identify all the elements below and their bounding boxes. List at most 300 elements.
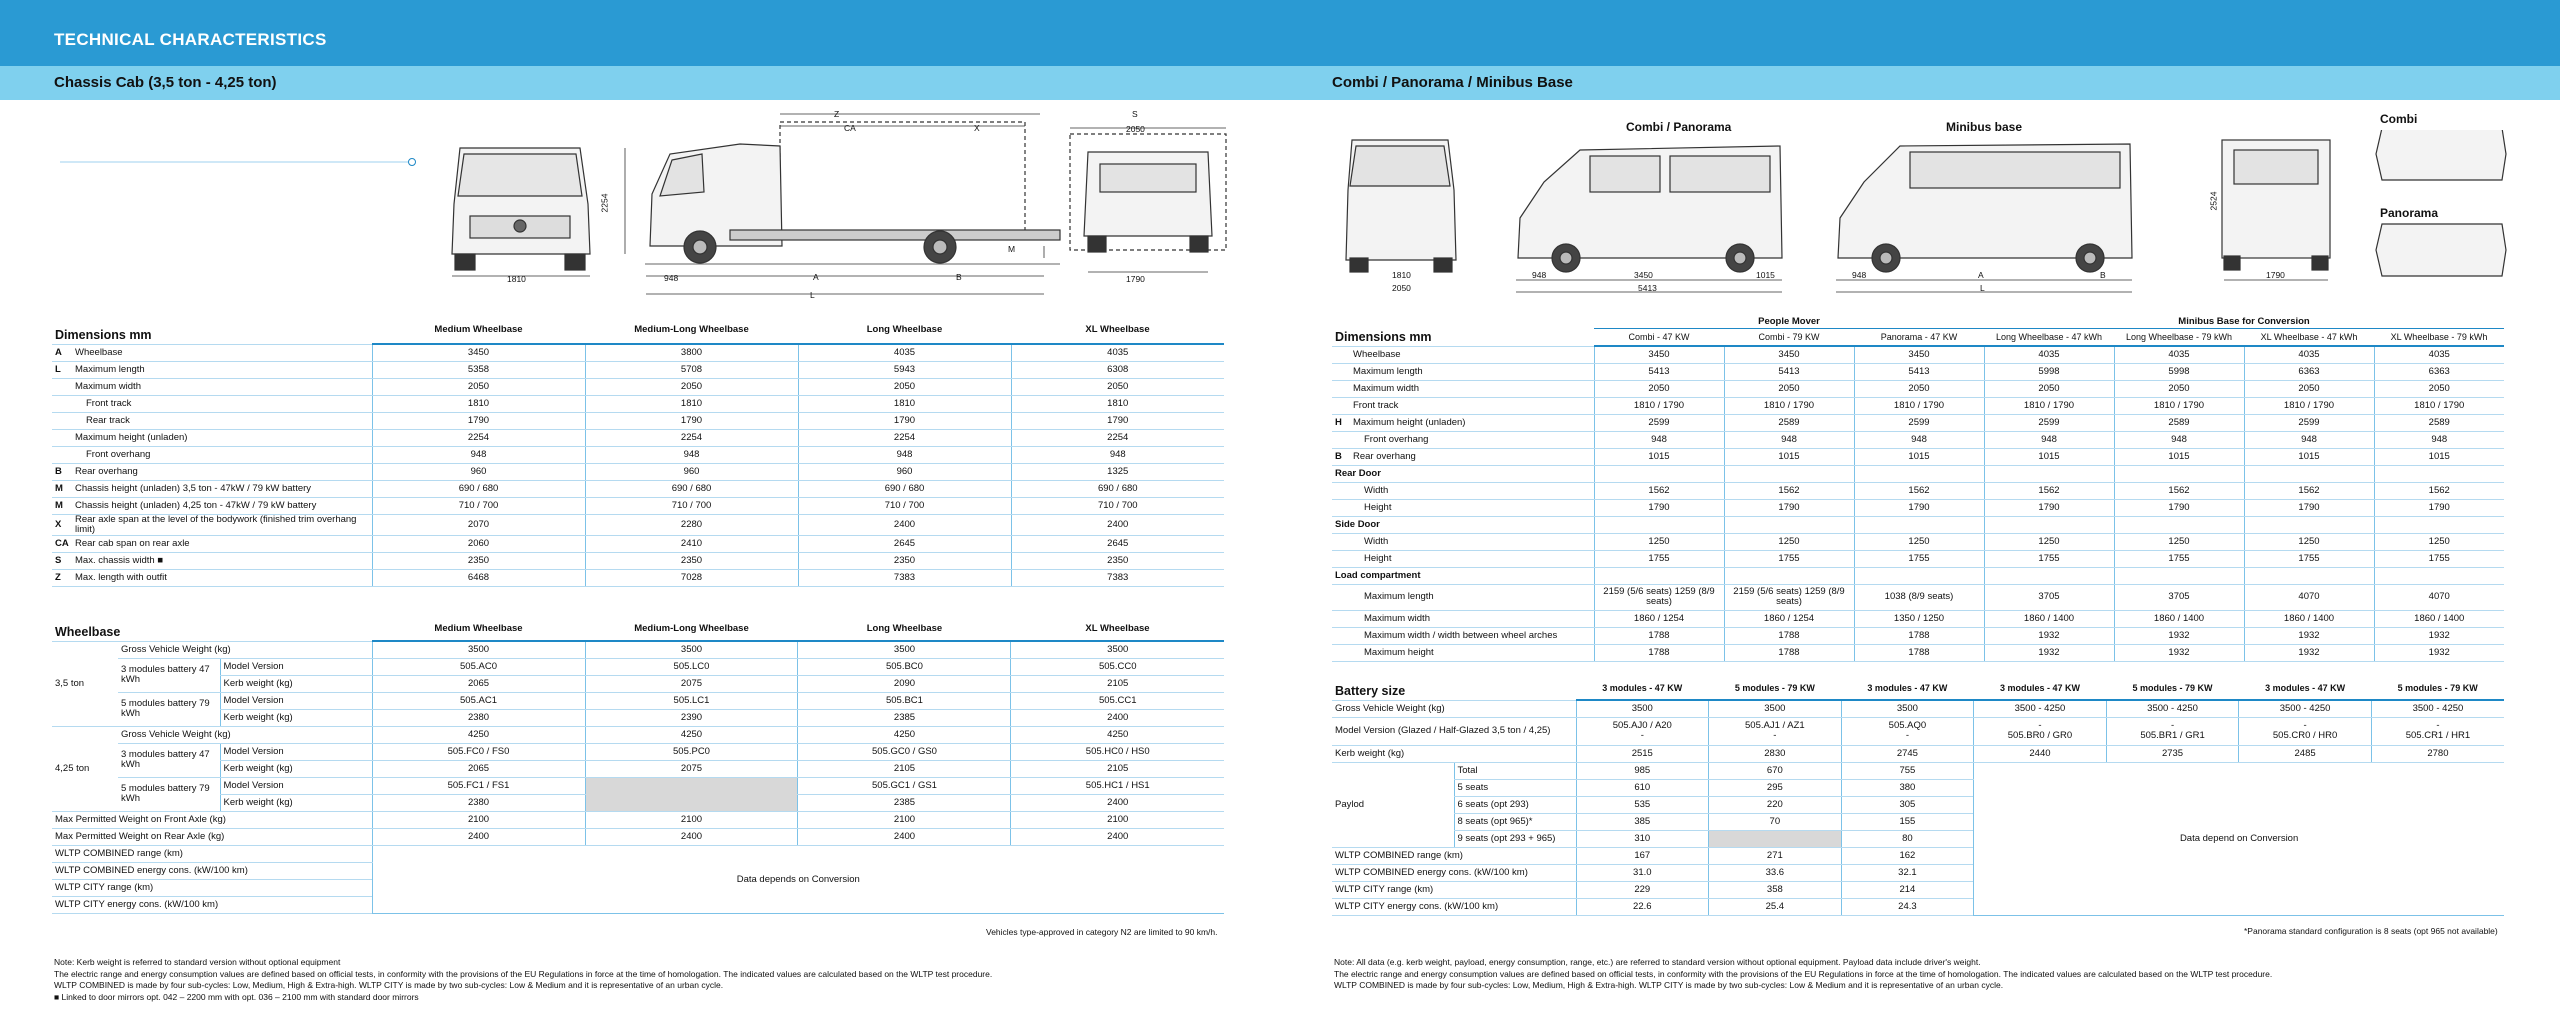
dim-rear-width: 2050 bbox=[1126, 124, 1145, 134]
note-line: ■ Linked to door mirrors opt. 042 – 2200 mm with opt. 036 – 2100 mm with standard door mirrors bbox=[54, 991, 419, 1002]
payload-label: Paylod bbox=[1332, 762, 1454, 847]
col-header: XL Wheelbase - 79 kWh bbox=[2374, 328, 2504, 346]
cell: 505.CC1 bbox=[1011, 692, 1224, 709]
cell bbox=[2114, 465, 2244, 482]
cell: 948 bbox=[798, 446, 1011, 463]
drawing-title: Minibus base bbox=[1946, 120, 2023, 134]
table-row bbox=[52, 535, 1224, 552]
cell: 24.3 bbox=[1841, 898, 1974, 915]
cell bbox=[1724, 567, 1854, 584]
row-label: WLTP COMBINED range (km) bbox=[52, 845, 372, 862]
cell: 1015 bbox=[2244, 448, 2374, 465]
rear-view bbox=[1070, 128, 1226, 272]
table-row bbox=[52, 845, 1224, 862]
dim-front-overhang: 948 bbox=[664, 273, 679, 283]
cell: 505.AC1 bbox=[372, 692, 585, 709]
cell: 2050 bbox=[1984, 380, 2114, 397]
cell: 1562 bbox=[1984, 482, 2114, 499]
row-label: Kerb weight (kg) bbox=[220, 760, 372, 777]
table-row bbox=[1332, 363, 2504, 380]
cell: 2440 bbox=[1974, 745, 2107, 762]
cell: 1810 / 1790 bbox=[1724, 397, 1854, 414]
cell: 220 bbox=[1709, 796, 1842, 813]
table-row bbox=[1332, 644, 2504, 661]
cell: 2745 bbox=[1841, 745, 1974, 762]
table-row bbox=[1332, 380, 2504, 397]
row-label: 6 seats (opt 293) bbox=[1454, 796, 1576, 813]
cell: 4035 bbox=[2114, 346, 2244, 363]
cell: 3500 - 4250 bbox=[2371, 700, 2504, 717]
cell: 1788 bbox=[1854, 627, 1984, 644]
cell bbox=[2371, 717, 2504, 745]
col-header: Long Wheelbase - 79 kWh bbox=[2114, 328, 2244, 346]
row-key bbox=[52, 412, 72, 429]
cell: 1755 bbox=[1594, 550, 1724, 567]
cell: 670 bbox=[1709, 762, 1842, 779]
row-label: Max. length with outfit bbox=[72, 569, 372, 586]
cell: 1250 bbox=[2374, 533, 2504, 550]
row-label: Max Permitted Weight on Front Axle (kg) bbox=[52, 811, 372, 828]
dim-label: 5413 bbox=[1638, 283, 1657, 293]
cell: 4250 bbox=[585, 726, 798, 743]
cell: 5413 bbox=[1854, 363, 1984, 380]
cell: 4035 bbox=[798, 344, 1011, 361]
col-header: 3 modules - 47 KW bbox=[1576, 676, 1709, 700]
row-label: Side Door bbox=[1332, 516, 1594, 533]
cell: 1932 bbox=[2244, 644, 2374, 661]
cell: 4070 bbox=[2374, 584, 2504, 610]
cell: 1790 bbox=[1011, 412, 1224, 429]
cell: 1755 bbox=[1984, 550, 2114, 567]
cell: 5413 bbox=[1724, 363, 1854, 380]
cell: 2350 bbox=[1011, 552, 1224, 569]
dim-s: S bbox=[1132, 109, 1138, 119]
cell: 2065 bbox=[372, 760, 585, 777]
cell: 2485 bbox=[2239, 745, 2372, 762]
cell: 1562 bbox=[1854, 482, 1984, 499]
cell: 710 / 700 bbox=[585, 497, 798, 514]
cell bbox=[2239, 717, 2372, 745]
table-row bbox=[1332, 397, 2504, 414]
cell bbox=[1974, 717, 2107, 745]
cell: 3800 bbox=[585, 344, 798, 361]
right-section-title: Combi / Panorama / Minibus Base bbox=[1332, 74, 1573, 91]
cell: 2830 bbox=[1709, 745, 1842, 762]
row-label: Kerb weight (kg) bbox=[1332, 745, 1576, 762]
dim-label: 3450 bbox=[1634, 270, 1653, 280]
row-key bbox=[52, 429, 72, 446]
cell: 1755 bbox=[2244, 550, 2374, 567]
cell: 2050 bbox=[2114, 380, 2244, 397]
cell: 2050 bbox=[1011, 378, 1224, 395]
cell: 948 bbox=[2374, 431, 2504, 448]
cell bbox=[1576, 717, 1709, 745]
col-header: 5 modules - 79 KW bbox=[1709, 676, 1842, 700]
row-label: WLTP CITY range (km) bbox=[52, 879, 372, 896]
cell: 2050 bbox=[1854, 380, 1984, 397]
cell: 2385 bbox=[798, 709, 1011, 726]
cell: 3450 bbox=[1594, 346, 1724, 363]
minibus-side-view bbox=[1836, 144, 2132, 292]
cell: 31.0 bbox=[1576, 864, 1709, 881]
table-row bbox=[52, 497, 1224, 514]
cell bbox=[2244, 465, 2374, 482]
cell: 2100 bbox=[1011, 811, 1224, 828]
cell bbox=[1709, 830, 1842, 847]
cell: 2780 bbox=[2371, 745, 2504, 762]
row-key: X bbox=[52, 514, 72, 535]
cell: 1810 bbox=[372, 395, 585, 412]
row-key: CA bbox=[52, 535, 72, 552]
row-label: Load compartment bbox=[1332, 567, 1594, 584]
cell: 2385 bbox=[798, 794, 1011, 811]
dim-label: 2050 bbox=[1392, 283, 1411, 293]
cell: 2100 bbox=[372, 811, 585, 828]
cell: 2075 bbox=[585, 675, 798, 692]
cell: 1932 bbox=[1984, 644, 2114, 661]
cell: 1790 bbox=[2244, 499, 2374, 516]
row-label: Maximum width bbox=[72, 378, 372, 395]
cell: 1790 bbox=[1854, 499, 1984, 516]
cell: 7383 bbox=[798, 569, 1011, 586]
cell: 1755 bbox=[2114, 550, 2244, 567]
col-header: XL Wheelbase - 47 kWh bbox=[2244, 328, 2374, 346]
model-dash: - bbox=[2038, 720, 2042, 731]
table-row bbox=[52, 692, 1224, 709]
row-label: Wheelbase bbox=[72, 344, 372, 361]
side-view bbox=[645, 114, 1060, 264]
cell: 3500 bbox=[798, 641, 1011, 658]
row-label: Maximum width / width between wheel arches bbox=[1350, 627, 1594, 644]
cell: 1250 bbox=[1984, 533, 2114, 550]
cell: 4070 bbox=[2244, 584, 2374, 610]
row-key: S bbox=[52, 552, 72, 569]
cell: 2350 bbox=[798, 552, 1011, 569]
cell: 2280 bbox=[585, 514, 798, 535]
row-label: WLTP CITY energy cons. (kW/100 km) bbox=[52, 896, 372, 913]
title-bar bbox=[0, 0, 2560, 66]
model-version: 505.BR1 / GR1 bbox=[2140, 730, 2205, 741]
dim-label: L bbox=[1980, 283, 1985, 293]
dim-z: Z bbox=[834, 109, 840, 119]
table-row bbox=[1332, 610, 2504, 627]
chassis-cab-drawings bbox=[40, 104, 1240, 304]
cell: 1015 bbox=[1984, 448, 2114, 465]
cell-na bbox=[585, 777, 798, 811]
col-header: Medium Wheelbase bbox=[372, 616, 585, 641]
cell: 1250 bbox=[2244, 533, 2374, 550]
cell bbox=[2374, 465, 2504, 482]
row-label: Maximum width bbox=[1350, 380, 1594, 397]
cell: 2070 bbox=[372, 514, 585, 535]
cell: 4035 bbox=[2374, 346, 2504, 363]
cell: 2515 bbox=[1576, 745, 1709, 762]
row-key bbox=[52, 395, 72, 412]
cell: 2254 bbox=[1011, 429, 1224, 446]
cell bbox=[1709, 717, 1842, 745]
cell: 710 / 700 bbox=[798, 497, 1011, 514]
dim-label: B bbox=[2100, 270, 2106, 280]
cell: 3450 bbox=[1724, 346, 1854, 363]
cell: 1932 bbox=[2114, 644, 2244, 661]
row-label: Maximum height (unladen) bbox=[72, 429, 372, 446]
note-line: Note: Kerb weight is referred to standard version without optional equipment bbox=[54, 957, 341, 967]
cell: 690 / 680 bbox=[1011, 480, 1224, 497]
cell: 167 bbox=[1576, 847, 1709, 864]
cell: 2735 bbox=[2106, 745, 2239, 762]
row-label: Gross Vehicle Weight (kg) bbox=[118, 726, 372, 743]
row-key bbox=[1332, 533, 1350, 550]
row-key: H bbox=[1332, 414, 1350, 431]
table-row bbox=[1332, 414, 2504, 431]
dims-title: Dimensions mm bbox=[52, 316, 372, 344]
cell: 2105 bbox=[798, 760, 1011, 777]
row-key: A bbox=[52, 344, 72, 361]
dim-height: 2254 bbox=[599, 193, 610, 213]
cell: 4035 bbox=[1984, 346, 2114, 363]
cell: 1562 bbox=[2114, 482, 2244, 499]
cell: 3705 bbox=[2114, 584, 2244, 610]
cell: 3500 - 4250 bbox=[2106, 700, 2239, 717]
left-notes bbox=[54, 957, 1234, 1003]
model-dash: - bbox=[1773, 730, 1777, 741]
cell: 1810 bbox=[585, 395, 798, 412]
cell: 2050 bbox=[585, 378, 798, 395]
row-key: B bbox=[1332, 448, 1350, 465]
battery-label: 3 modules battery 47 kWh bbox=[118, 743, 220, 777]
table-row bbox=[52, 641, 1224, 658]
cell: 2400 bbox=[1011, 514, 1224, 535]
weight-class-label: 4,25 ton bbox=[52, 726, 118, 811]
row-label: Rear axle span at the level of the bodywork (finished trim overhang limit) bbox=[72, 514, 372, 535]
cell: 1932 bbox=[2374, 644, 2504, 661]
row-key bbox=[1332, 610, 1350, 627]
row-key bbox=[52, 446, 72, 463]
cell: 4250 bbox=[798, 726, 1011, 743]
row-key bbox=[1332, 644, 1350, 661]
right-notes bbox=[1334, 957, 2534, 992]
table-row bbox=[52, 412, 1224, 429]
table-row bbox=[52, 429, 1224, 446]
row-key: M bbox=[52, 480, 72, 497]
table-row bbox=[52, 480, 1224, 497]
row-key bbox=[1332, 627, 1350, 644]
model-version: 505.AQ0 bbox=[1888, 720, 1927, 731]
cell: 2254 bbox=[372, 429, 585, 446]
cell: 3500 bbox=[585, 641, 798, 658]
cell: 155 bbox=[1841, 813, 1974, 830]
row-label: Model Version bbox=[220, 692, 372, 709]
cell: 1790 bbox=[798, 412, 1011, 429]
cell bbox=[1984, 567, 2114, 584]
table-row bbox=[52, 658, 1224, 675]
cell: 1790 bbox=[1594, 499, 1724, 516]
cell: 2380 bbox=[372, 794, 585, 811]
battery-label: 5 modules battery 79 kWh bbox=[118, 692, 220, 726]
cell: 2400 bbox=[1011, 828, 1224, 845]
cell: 162 bbox=[1841, 847, 1974, 864]
cell: 948 bbox=[1011, 446, 1224, 463]
cell: 535 bbox=[1576, 796, 1709, 813]
model-version: 505.AJ0 / A20 bbox=[1612, 720, 1672, 731]
dim-l: L bbox=[810, 290, 815, 300]
cell: 22.6 bbox=[1576, 898, 1709, 915]
row-label: Rear Door bbox=[1332, 465, 1594, 482]
cell: 3450 bbox=[1854, 346, 1984, 363]
table-row bbox=[52, 552, 1224, 569]
row-label: Wheelbase bbox=[1350, 346, 1594, 363]
cell: 690 / 680 bbox=[798, 480, 1011, 497]
cell: 1860 / 1400 bbox=[2374, 610, 2504, 627]
battery-table bbox=[1332, 676, 2504, 916]
cell: 2100 bbox=[798, 811, 1011, 828]
cell: 1932 bbox=[1984, 627, 2114, 644]
cell: 3500 bbox=[1841, 700, 1974, 717]
table-row bbox=[1332, 482, 2504, 499]
cell: 70 bbox=[1709, 813, 1842, 830]
cell: 5358 bbox=[372, 361, 585, 378]
cell: 80 bbox=[1841, 830, 1974, 847]
table-row bbox=[52, 675, 1224, 692]
cell: 1810 / 1790 bbox=[2244, 397, 2374, 414]
cell: 2400 bbox=[1011, 794, 1224, 811]
cell: 1015 bbox=[1594, 448, 1724, 465]
cell bbox=[1854, 465, 1984, 482]
cell: 505.PC0 bbox=[585, 743, 798, 760]
row-label: Rear track bbox=[72, 412, 372, 429]
table-row bbox=[52, 463, 1224, 480]
cell: 1015 bbox=[1854, 448, 1984, 465]
cell: 3500 - 4250 bbox=[1974, 700, 2107, 717]
note-line: The electric range and energy consumption values are defined based on official tests, in conformity with the provisions of the EU Regulations in force at the time of homologation. The indicated values are calculated based on the WLTP test procedure. bbox=[1334, 968, 2273, 979]
col-header: Long Wheelbase bbox=[798, 616, 1011, 641]
table-row bbox=[1332, 584, 2504, 610]
row-label: Front overhang bbox=[1350, 431, 1594, 448]
cell: 2645 bbox=[1011, 535, 1224, 552]
table-row bbox=[1332, 700, 2504, 717]
model-dash: - bbox=[2303, 720, 2307, 731]
cell: 2380 bbox=[372, 709, 585, 726]
cell: 1790 bbox=[2374, 499, 2504, 516]
dim-label: 1790 bbox=[2266, 270, 2285, 280]
row-key bbox=[1332, 346, 1350, 363]
cell: 1562 bbox=[1724, 482, 1854, 499]
cell: 610 bbox=[1576, 779, 1709, 796]
group-header: Minibus Base for Conversion bbox=[1984, 316, 2504, 328]
row-key: B bbox=[52, 463, 72, 480]
row-key: M bbox=[52, 497, 72, 514]
table-row bbox=[52, 709, 1224, 726]
row-label: Model Version bbox=[220, 658, 372, 675]
cell: 948 bbox=[1594, 431, 1724, 448]
cell: 710 / 700 bbox=[372, 497, 585, 514]
col-header: Combi - 79 KW bbox=[1724, 328, 1854, 346]
cell: 2410 bbox=[585, 535, 798, 552]
col-header: Panorama - 47 KW bbox=[1854, 328, 1984, 346]
cell: 2050 bbox=[2244, 380, 2374, 397]
cell: 2645 bbox=[798, 535, 1011, 552]
row-label: Maximum width bbox=[1350, 610, 1594, 627]
dim-b: B bbox=[956, 272, 962, 282]
cell: 505.AC0 bbox=[372, 658, 585, 675]
cell: 1810 / 1790 bbox=[2114, 397, 2244, 414]
cell: 2254 bbox=[798, 429, 1011, 446]
cell: 1755 bbox=[2374, 550, 2504, 567]
col-header: 3 modules - 47 KW bbox=[2239, 676, 2372, 700]
row-label: Model Version bbox=[220, 777, 372, 794]
table-row bbox=[52, 378, 1224, 395]
row-label: 8 seats (opt 965)* bbox=[1454, 813, 1576, 830]
row-label: WLTP CITY energy cons. (kW/100 km) bbox=[1332, 898, 1576, 915]
cell: 2599 bbox=[1984, 414, 2114, 431]
cell: 2050 bbox=[798, 378, 1011, 395]
cell: 3500 bbox=[1709, 700, 1842, 717]
table-row bbox=[1332, 762, 2504, 779]
battery-label: 3 modules battery 47 kWh bbox=[118, 658, 220, 692]
col-header: XL Wheelbase bbox=[1011, 316, 1224, 344]
model-dash: - bbox=[1905, 730, 1909, 741]
cell: 1790 bbox=[1984, 499, 2114, 516]
model-version: 505.BR0 / GR0 bbox=[2007, 730, 2073, 741]
row-label: Gross Vehicle Weight (kg) bbox=[118, 641, 372, 658]
cell: 505.FC0 / FS0 bbox=[372, 743, 585, 760]
cell: 2065 bbox=[372, 675, 585, 692]
cell: 4250 bbox=[1011, 726, 1224, 743]
cell: 2589 bbox=[1724, 414, 1854, 431]
cell: 2599 bbox=[1594, 414, 1724, 431]
col-header: Medium-Long Wheelbase bbox=[585, 316, 798, 344]
table-row bbox=[52, 828, 1224, 845]
cell: 6308 bbox=[1011, 361, 1224, 378]
front-view bbox=[452, 148, 590, 270]
table-row bbox=[52, 395, 1224, 412]
cell: 385 bbox=[1576, 813, 1709, 830]
row-label: Maximum length bbox=[1350, 363, 1594, 380]
cell bbox=[2114, 567, 2244, 584]
cell: 1250 bbox=[1854, 533, 1984, 550]
cell: 960 bbox=[372, 463, 585, 480]
dim-label: 1015 bbox=[1756, 270, 1775, 280]
cell: 229 bbox=[1576, 881, 1709, 898]
cell: 1015 bbox=[1724, 448, 1854, 465]
dim-front-width: 1810 bbox=[507, 274, 526, 284]
rear-view bbox=[2222, 140, 2330, 280]
row-key bbox=[1332, 397, 1350, 414]
row-label: Front track bbox=[72, 395, 372, 412]
combi-dimensions-table bbox=[1332, 316, 2504, 662]
row-label: Maximum height bbox=[1350, 644, 1594, 661]
dim-rear-track: 1790 bbox=[1126, 274, 1145, 284]
cell: 948 bbox=[1854, 431, 1984, 448]
cell: 1325 bbox=[1011, 463, 1224, 480]
cell bbox=[1841, 717, 1974, 745]
row-label: Max Permitted Weight on Rear Axle (kg) bbox=[52, 828, 372, 845]
cell: 1810 / 1790 bbox=[1594, 397, 1724, 414]
row-label: Rear overhang bbox=[1350, 448, 1594, 465]
cell: 690 / 680 bbox=[585, 480, 798, 497]
cell: 5413 bbox=[1594, 363, 1724, 380]
cell: 214 bbox=[1841, 881, 1974, 898]
group-header: People Mover bbox=[1594, 316, 1984, 328]
cell: 6363 bbox=[2374, 363, 2504, 380]
row-label: WLTP COMBINED energy cons. (kW/100 km) bbox=[1332, 864, 1576, 881]
cell: 1860 / 1400 bbox=[1984, 610, 2114, 627]
cell: 4250 bbox=[372, 726, 585, 743]
cell: 948 bbox=[585, 446, 798, 463]
cell: 358 bbox=[1709, 881, 1842, 898]
row-key bbox=[1332, 482, 1350, 499]
cell bbox=[1724, 516, 1854, 533]
